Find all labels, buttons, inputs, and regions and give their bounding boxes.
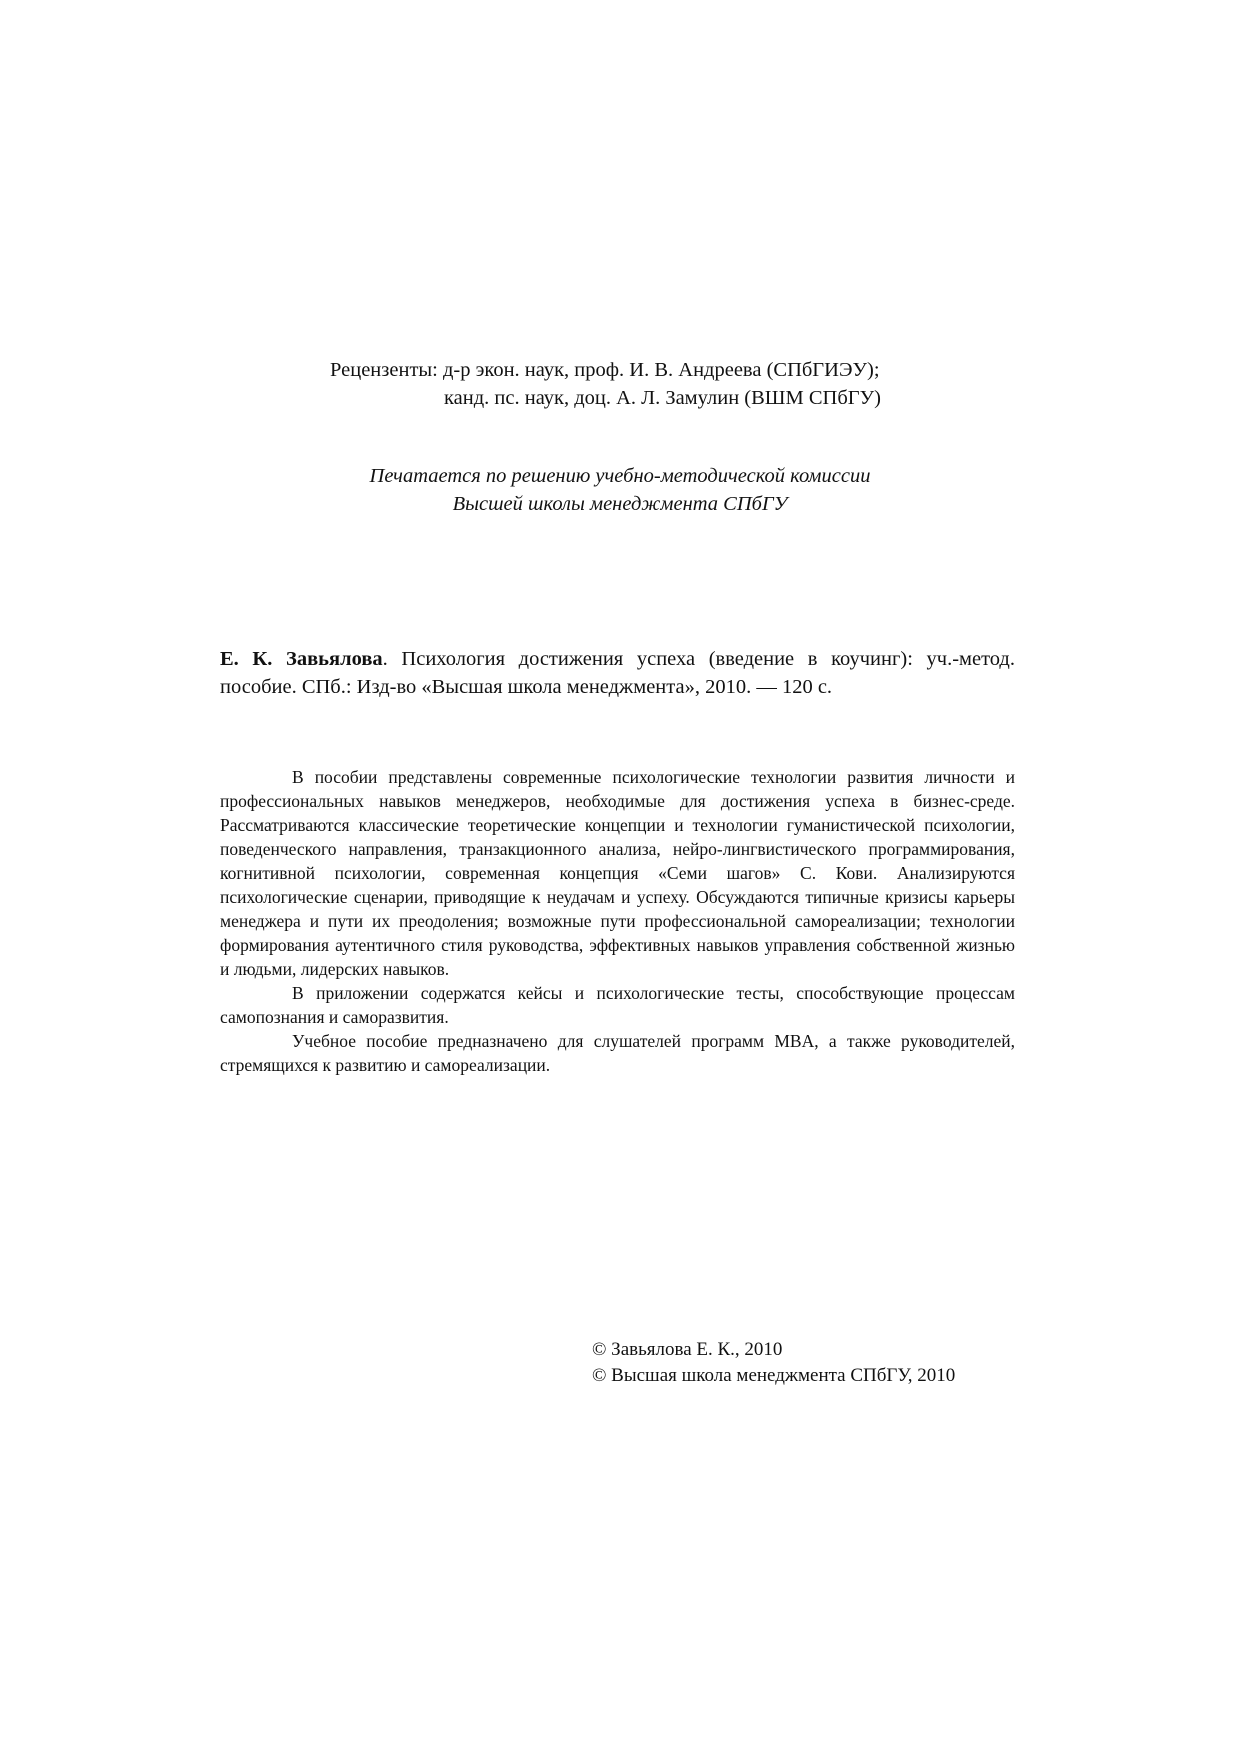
copyright-line-2: © Высшая школа менеджмента СПбГУ, 2010 [592,1365,956,1386]
approval-line-1: Печатается по решению учебно-методической комиссии [369,465,871,487]
abstract-paragraph: Учебное пособие предназначено для слушателей программ MBA, а также руководителей, стремящихся к развитию и самореализации. [220,1031,1015,1075]
reviewers-block [330,356,950,412]
approval-note [200,462,1040,518]
copyright-line-1: © Завьялова Е. К., 2010 [592,1339,783,1360]
bibliographic-description: . Психология достижения успеха (введение в коучинг): уч.-метод. пособие. СПб.: Изд-во «Высшая школа менеджмента», 2010. — 120 с. [220,648,1015,698]
abstract-paragraph: В пособии представлены современные психологические технологии развития личности и профессиональных навыков менеджеров, необходимые для достижения успеха в бизнес-среде. Рассматриваются классические теоретические концепции и технологии гуманистической психологии, поведенческого направления, транзакционного анализа, нейро-лингвистического программирования, когнитивной психологии, современная концепция «Семи шагов» С. Кови. Анализируются психологические сценарии, приводящие к неудачам и успеху. Обсуждаются типичные кризисы карьеры менеджера и пути их преодоления; возможные пути профессиональной самореализации; технологии формирования аутентичного стиля руководства, эффективных навыков управления собственной жизнью и людьми, лидерских навыков. [220,767,1015,979]
author-name: Е. К. Завьялова [220,648,383,670]
copyright-block [592,1337,1032,1389]
bibliographic-record [220,645,1015,701]
abstract-paragraph: В приложении содержатся кейсы и психологические тесты, способствующие процессам самопознания и саморазвития. [220,983,1015,1027]
approval-line-2: Высшей школы менеджмента СПбГУ [452,493,788,515]
reviewers-line-2: канд. пс. наук, доц. А. Л. Замулин (ВШМ СПбГУ) [444,387,881,409]
reviewers-line-1: Рецензенты: д-р экон. наук, проф. И. В. Андреева (СПбГИЭУ); [330,359,880,381]
abstract [220,765,1015,1077]
